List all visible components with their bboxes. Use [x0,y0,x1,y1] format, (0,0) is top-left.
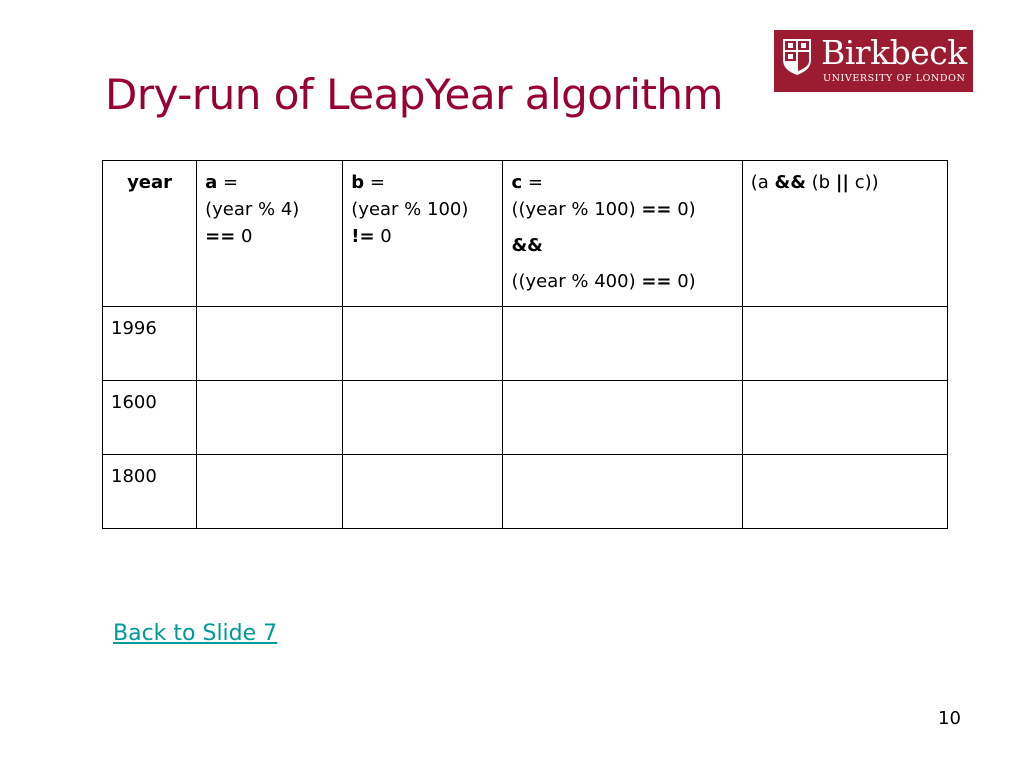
header-year-label: year [127,172,173,193]
a-cell [197,455,343,529]
header-result-p1: (a [750,172,775,193]
header-c-and: && [511,235,543,256]
result-cell [742,307,947,381]
page-number: 10 [938,708,961,729]
header-c-expr2-post: 0) [671,271,696,292]
header-a-expr: (year % 4) [205,199,300,220]
table-row [103,455,948,529]
header-a-eq: = [217,172,239,193]
header-b-var: b [351,172,365,193]
header-c-eq: = [522,172,543,193]
c-cell [503,307,742,381]
header-c-expr1-post: 0) [671,199,696,220]
header-c-expr1-pre: ((year % 100) [511,199,642,220]
a-cell [197,381,343,455]
header-result-p3: c)) [849,172,879,193]
b-cell [343,307,503,381]
header-b-rest: 0 [374,226,392,247]
header-a-var: a [205,172,218,193]
back-to-slide-link[interactable]: Back to Slide 7 [113,621,278,646]
header-c [503,161,742,307]
year-cell: 1800 [103,455,197,529]
logo-name: Birkbeck [821,33,967,72]
slide-title: Dry-run of LeapYear algorithm [105,70,723,119]
dry-run-table [102,160,948,529]
header-c-var: c [511,172,523,193]
year-cell: 1996 [103,307,197,381]
table-header-row [103,161,948,307]
header-c-expr2-pre: ((year % 400) [511,271,642,292]
header-result-op2: || [835,172,849,193]
crest-icon [782,38,812,76]
b-cell [343,381,503,455]
c-cell [503,381,742,455]
a-cell [197,307,343,381]
table-row [103,307,948,381]
result-cell [742,381,947,455]
logo-subtitle: UNIVERSITY OF LONDON [823,73,966,84]
header-a-rest: 0 [235,226,253,247]
header-b-eq: = [364,172,385,193]
header-c-op1: == [641,199,672,220]
header-year [103,161,197,307]
header-a [197,161,343,307]
header-result [742,161,947,307]
birkbeck-logo [774,30,973,92]
b-cell [343,455,503,529]
table-row [103,381,948,455]
header-b [343,161,503,307]
header-c-op2: == [641,271,672,292]
header-a-op: == [205,226,236,247]
year-cell: 1600 [103,381,197,455]
header-b-expr: (year % 100) [351,199,469,220]
header-result-op1: && [774,172,806,193]
header-result-p2: (b [805,172,836,193]
header-b-op: != [351,226,375,247]
c-cell [503,455,742,529]
result-cell [742,455,947,529]
